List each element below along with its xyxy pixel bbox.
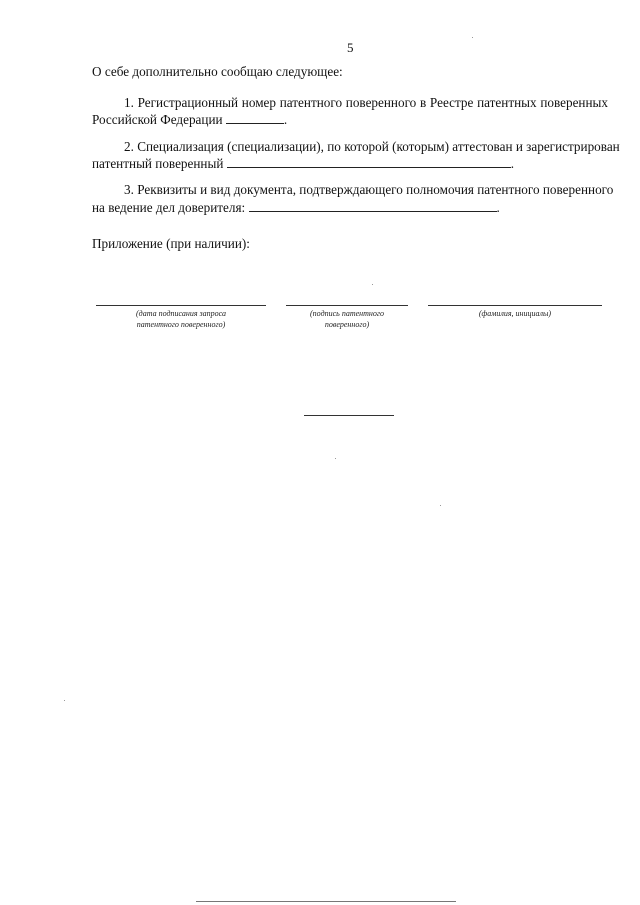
scan-edge-line (196, 901, 456, 902)
scan-speck (440, 505, 441, 506)
item2-line2 (92, 156, 514, 172)
attachment-label: Приложение (при наличии): (92, 236, 250, 251)
item3-line1: 3. Реквизиты и вид документа, подтверждающего полномочия патентного поверенного (124, 182, 614, 197)
scan-speck (372, 284, 373, 285)
signature-line[interactable] (286, 305, 408, 306)
item3-line2 (92, 200, 500, 216)
item3-label: на ведение дел доверителя: (92, 200, 246, 215)
scan-speck (335, 458, 336, 459)
separator-line (304, 415, 394, 416)
page-number: 5 (347, 40, 354, 55)
specialization-field[interactable] (227, 156, 511, 168)
date-caption: (дата подписания запроса патентного поверенного) (135, 309, 227, 329)
item1-end: . (283, 112, 288, 127)
authority-document-field[interactable] (249, 200, 497, 212)
item2-line1: 2. Специализация (специализации), по которой (которым) аттестован и зарегистрирован (124, 139, 620, 154)
name-caption: (фамилия, инициалы) (478, 309, 552, 318)
item2-label: патентный поверенный (92, 156, 224, 171)
scan-speck (64, 700, 65, 701)
date-signature-line[interactable] (96, 305, 266, 306)
item2-end: . (510, 156, 515, 171)
item3-end: . (496, 200, 500, 215)
name-signature-line[interactable] (428, 305, 602, 306)
signature-caption: (подпись патентного поверенного) (310, 309, 384, 329)
item1-line2 (92, 112, 287, 128)
intro-text: О себе дополнительно сообщаю следующее: (92, 64, 343, 79)
scan-speck (472, 37, 473, 38)
registration-number-field[interactable] (226, 112, 284, 124)
item1-label: Российской Федерации (92, 112, 223, 127)
item1-line1: 1. Регистрационный номер патентного поверенного в Реестре патентных поверенных (124, 95, 608, 110)
